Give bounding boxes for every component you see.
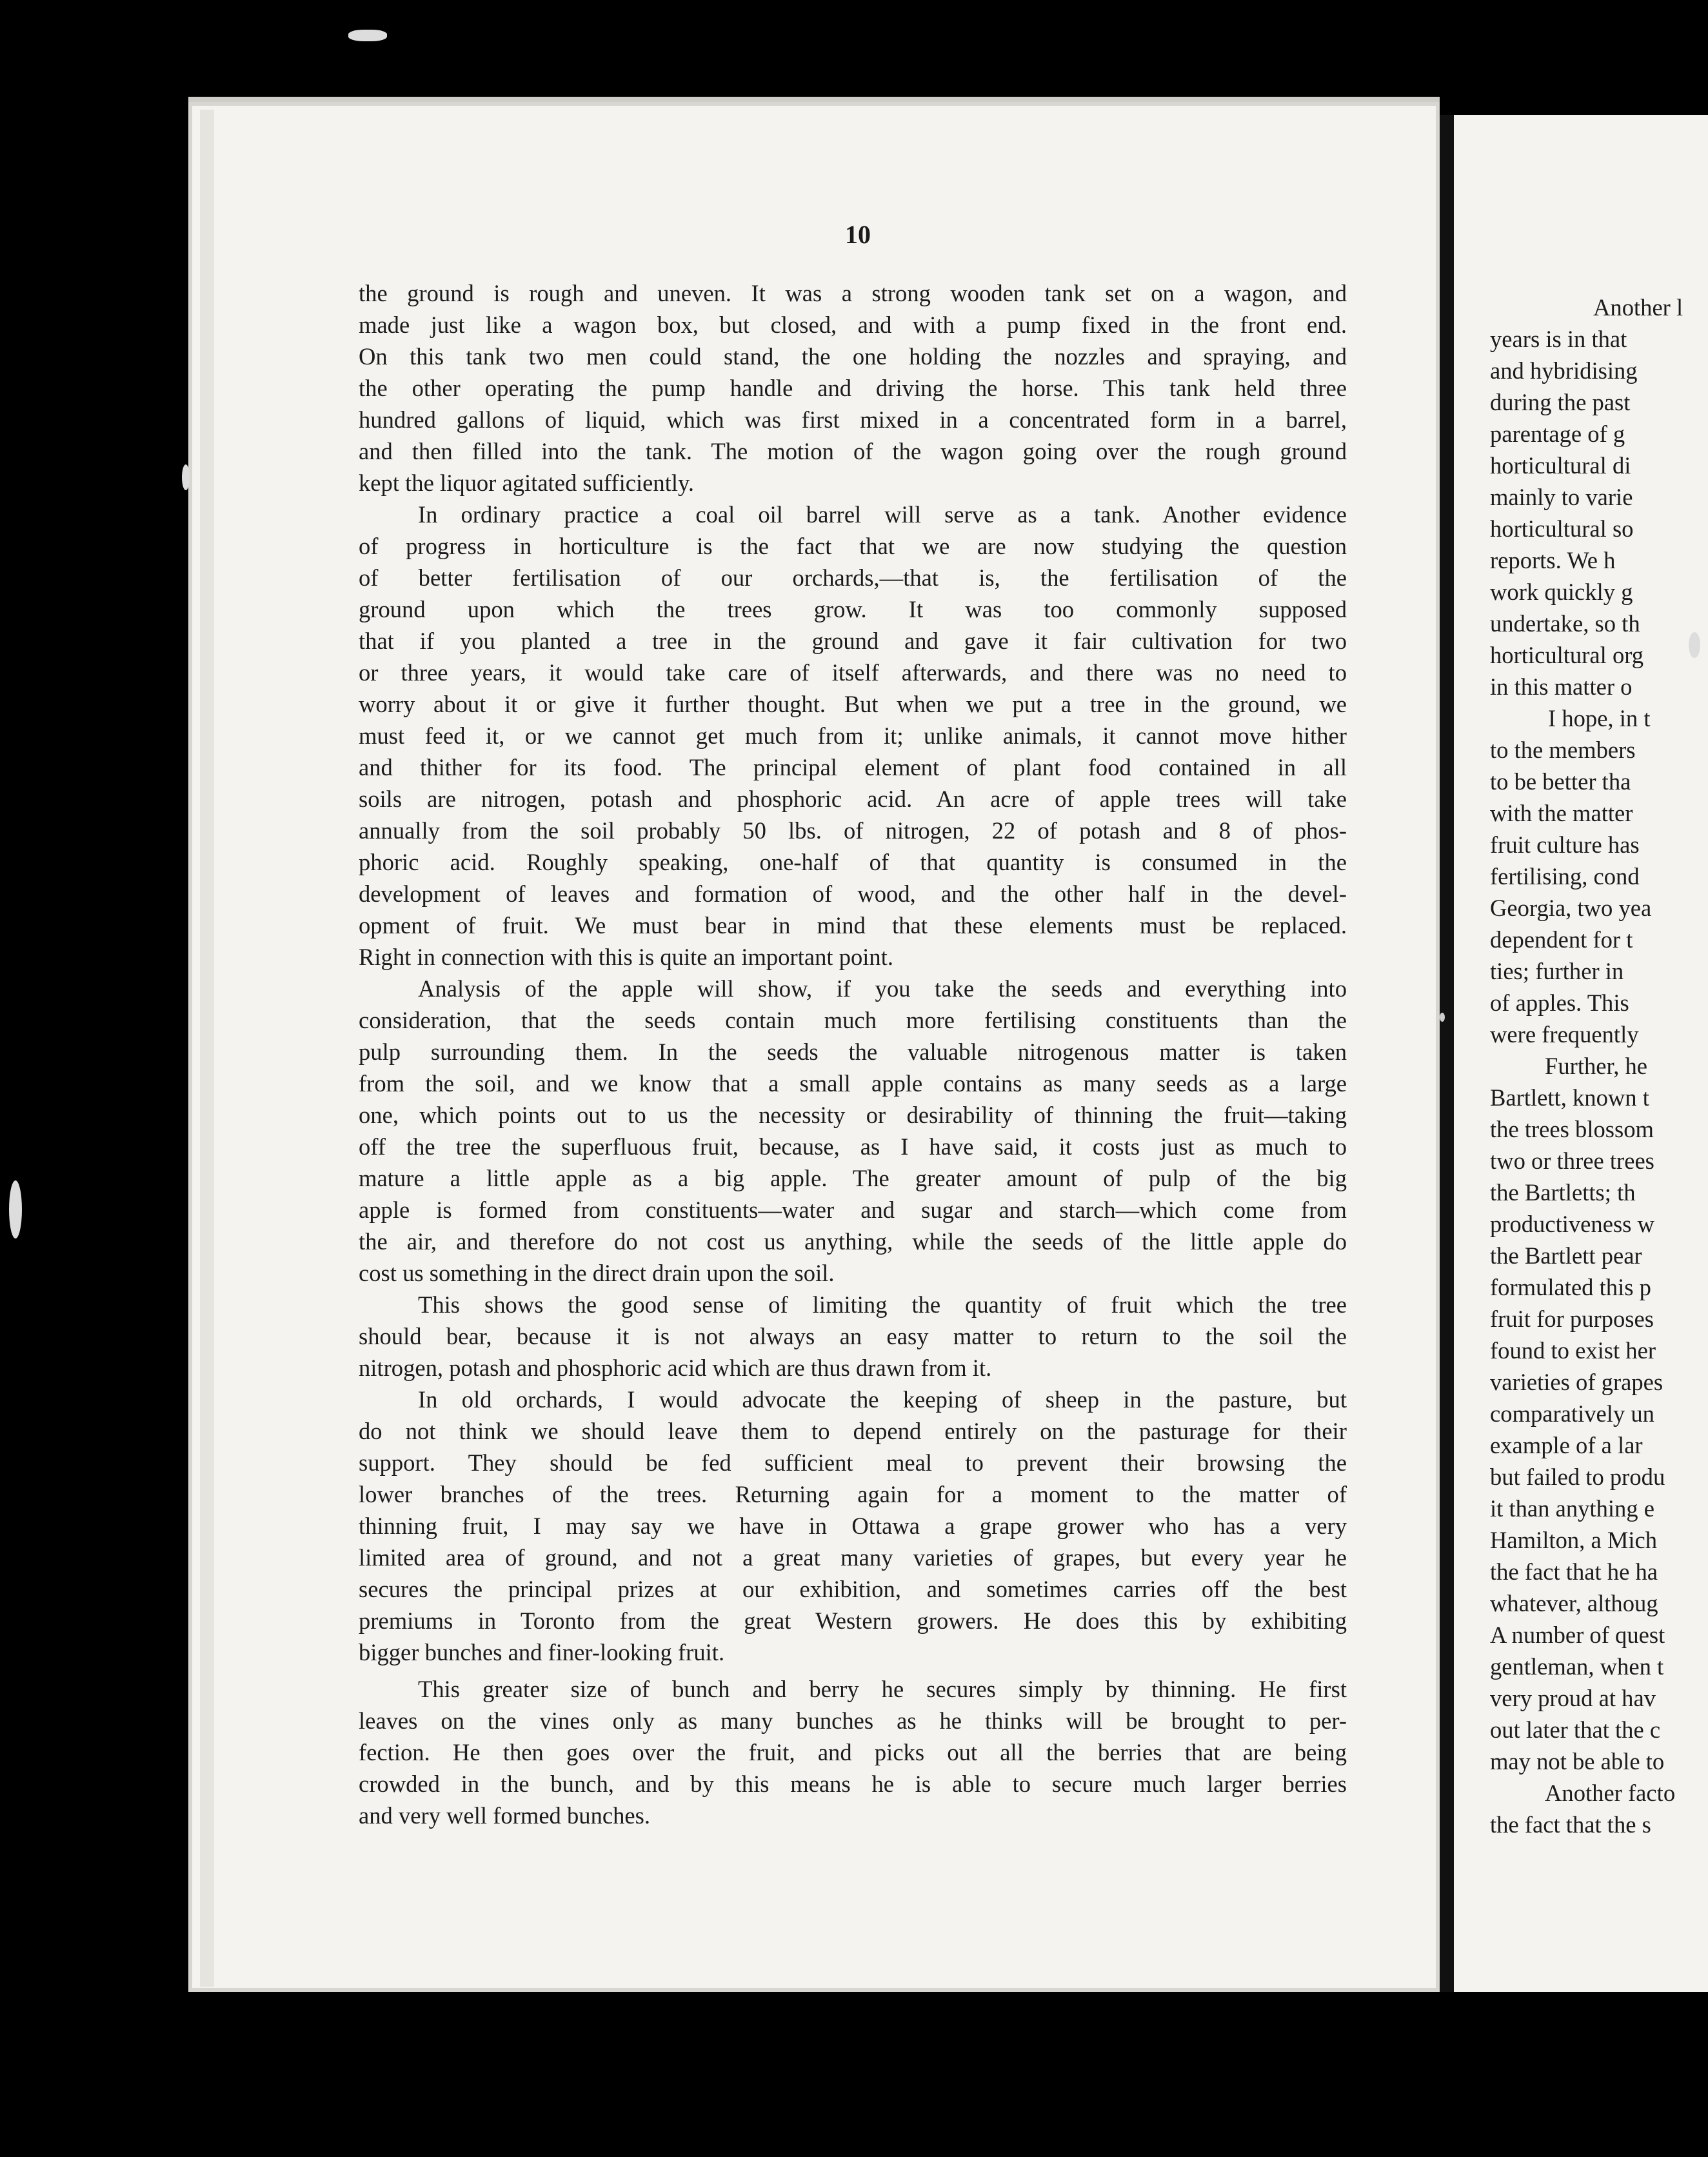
text-line: ground upon which the trees grow. It was too commonly supposed (359, 596, 1347, 622)
text-line: were frequently (1490, 1021, 1639, 1048)
text-line: consideration, that the seeds contain much more fertilising constituents than the (359, 1007, 1347, 1033)
book-gutter (1440, 115, 1454, 1992)
text-line: Bartlett, known t (1490, 1084, 1649, 1111)
text-line: out later that the c (1490, 1716, 1661, 1743)
text-line: from the soil, and we know that a small apple contains as many seeds as a large (359, 1070, 1347, 1097)
text-line: bigger bunches and finer-looking fruit. (359, 1639, 725, 1665)
text-line: phoric acid. Roughly speaking, one-half of that quantity is consumed in the (359, 849, 1347, 875)
text-line: I hope, in t (1548, 705, 1651, 731)
text-line: comparatively un (1490, 1400, 1654, 1427)
text-line: during the past (1490, 389, 1631, 415)
text-line: Right in connection with this is quite an important point. (359, 944, 894, 970)
scan-speck (182, 464, 190, 490)
text-line: fection. He then goes over the fruit, and picks out all the berries that are being (359, 1739, 1347, 1765)
scan-speck (348, 30, 387, 41)
text-line: the ground is rough and uneven. It was a strong wooden tank set on a wagon, and (359, 280, 1347, 306)
text-line: limited area of ground, and not a great many varieties of grapes, but every year he (359, 1544, 1347, 1571)
text-line: horticultural so (1490, 515, 1634, 542)
text-line: On this tank two men could stand, the one holding the nozzles and spraying, and (359, 343, 1347, 370)
text-line: to be better tha (1490, 768, 1631, 795)
page-number: 10 (845, 220, 871, 249)
text-line: the fact that he ha (1490, 1558, 1658, 1585)
paragraph-3 (359, 973, 1347, 1289)
text-line: Further, he (1545, 1053, 1648, 1079)
text-line: reports. We h (1490, 547, 1616, 573)
text-line: In ordinary practice a coal oil barrel will serve as a tank. Another evidence (418, 501, 1347, 528)
paragraph-4 (359, 1289, 1347, 1384)
text-line: the Bartletts; th (1490, 1179, 1636, 1206)
text-line: should bear, because it is not always an easy matter to return to the soil the (359, 1323, 1347, 1349)
left-page-text (359, 277, 1347, 1831)
text-line: leaves on the vines only as many bunches as he thinks will be brought to per- (359, 1707, 1347, 1734)
text-line: varieties of grapes (1490, 1369, 1663, 1395)
text-line: thinning fruit, I may say we have in Ottawa a grape grower who has a very (359, 1513, 1347, 1539)
text-line: Another l (1593, 294, 1683, 321)
text-line: the other operating the pump handle and driving the horse. This tank held three (359, 375, 1347, 401)
paragraph-5 (359, 1384, 1347, 1668)
text-line: productiveness w (1490, 1211, 1654, 1237)
scan-speck (9, 1180, 22, 1238)
text-line: soils are nitrogen, potash and phosphoric acid. An acre of apple trees will take (359, 786, 1347, 812)
text-line: apple is formed from constituents—water and sugar and starch—which come from (359, 1197, 1347, 1223)
text-line: This shows the good sense of limiting the quantity of fruit which the tree (418, 1291, 1347, 1318)
text-line: the trees blossom (1490, 1116, 1654, 1142)
text-line: the air, and therefore do not cost us anything, while the seeds of the little apple do (359, 1228, 1347, 1255)
text-line: lower branches of the trees. Returning again for a moment to the matter of (359, 1481, 1347, 1507)
text-line: do not think we should leave them to depend entirely on the pasturage for their (359, 1418, 1347, 1444)
text-line: annually from the soil probably 50 lbs. of nitrogen, 22 of potash and 8 of phos- (359, 817, 1347, 844)
text-line: ties; further in (1490, 958, 1624, 984)
text-line: of progress in horticulture is the fact that we are now studying the question (359, 533, 1347, 559)
text-line: it than anything e (1490, 1495, 1654, 1522)
text-line: work quickly g (1490, 579, 1633, 605)
text-line: opment of fruit. We must bear in mind that these elements must be replaced. (359, 912, 1347, 939)
text-line: This greater size of bunch and berry he secures simply by thinning. He first (418, 1676, 1347, 1702)
text-line: may not be able to (1490, 1748, 1665, 1774)
text-line: fruit for purposes (1490, 1306, 1654, 1332)
text-line: nitrogen, potash and phosphoric acid which are thus drawn from it. (359, 1355, 992, 1381)
text-line: example of a lar (1490, 1432, 1643, 1458)
text-line: worry about it or give it further thought. But when we put a tree in the ground, we (359, 691, 1347, 717)
left-page-binding-edge (200, 110, 214, 1987)
scan-speck (1440, 1013, 1445, 1022)
text-line: one, which points out to us the necessity or desirability of thinning the fruit—taking (359, 1102, 1347, 1128)
text-line: hundred gallons of liquid, which was first mixed in a concentrated form in a barrel, (359, 406, 1347, 433)
text-line: In old orchards, I would advocate the keeping of sheep in the pasture, but (418, 1386, 1347, 1413)
text-line: horticultural org (1490, 642, 1644, 668)
text-line: A number of quest (1490, 1622, 1665, 1648)
text-line: cost us something in the direct drain upon the soil. (359, 1260, 835, 1286)
text-line: and hybridising (1490, 357, 1638, 384)
text-line: horticultural di (1490, 452, 1631, 479)
text-line: Hamilton, a Mich (1490, 1527, 1658, 1553)
text-line: found to exist her (1490, 1337, 1656, 1364)
text-line: of apples. This (1490, 989, 1629, 1016)
paragraph-6 (359, 1673, 1347, 1831)
text-line: crowded in the bunch, and by this means he is able to secure much larger berries (359, 1771, 1347, 1797)
text-line: premiums in Toronto from the great Western growers. He does this by exhibiting (359, 1607, 1347, 1634)
text-line: and thither for its food. The principal element of plant food contained in all (359, 754, 1347, 780)
text-line: whatever, althoug (1490, 1590, 1658, 1616)
text-line: must feed it, or we cannot get much from it; unlike animals, it cannot move hither (359, 722, 1347, 749)
text-line: Another facto (1545, 1780, 1676, 1806)
text-line: with the matter (1490, 800, 1633, 826)
paragraph-2 (359, 499, 1347, 973)
text-line: of better fertilisation of our orchards,—that is, the fertilisation of the (359, 564, 1347, 591)
text-line: fertilising, cond (1490, 863, 1640, 890)
text-line: kept the liquor agitated sufficiently. (359, 470, 695, 496)
text-line: off the tree the superfluous fruit, because, as I have said, it costs just as much to (359, 1133, 1347, 1160)
text-line: formulated this p (1490, 1274, 1651, 1300)
text-line: secures the principal prizes at our exhibition, and sometimes carries off the best (359, 1576, 1347, 1602)
text-line: very proud at hav (1490, 1685, 1656, 1711)
text-line: two or three trees (1490, 1148, 1654, 1174)
text-line: undertake, so th (1490, 610, 1640, 637)
text-line: and then filled into the tank. The motion of the wagon going over the rough ground (359, 438, 1347, 464)
right-page-text (1490, 292, 1708, 1840)
text-line: fruit culture has (1490, 831, 1640, 858)
text-line: in this matter o (1490, 673, 1633, 700)
text-line: the Bartlett pear (1490, 1242, 1642, 1269)
text-line: and very well formed bunches. (359, 1802, 650, 1829)
text-line: Georgia, two yea (1490, 895, 1652, 921)
text-line: to the members (1490, 737, 1636, 763)
text-line: Analysis of the apple will show, if you take the seeds and everything into (418, 975, 1347, 1002)
text-line: made just like a wagon box, but closed, and with a pump fixed in the front end. (359, 312, 1347, 338)
text-line: the fact that the s (1490, 1811, 1651, 1838)
text-line: that if you planted a tree in the ground and gave it fair cultivation for two (359, 628, 1347, 654)
text-line: support. They should be fed sufficient meal to prevent their browsing the (359, 1449, 1347, 1476)
text-line: mainly to varie (1490, 484, 1633, 510)
text-line: pulp surrounding them. In the seeds the valuable nitrogenous matter is taken (359, 1039, 1347, 1065)
text-line: development of leaves and formation of wood, and the other half in the devel- (359, 880, 1347, 907)
text-line: or three years, it would take care of itself afterwards, and there was no need to (359, 659, 1347, 686)
text-line: dependent for t (1490, 926, 1633, 953)
text-line: but failed to produ (1490, 1464, 1665, 1490)
text-line: parentage of g (1490, 421, 1625, 447)
text-line: years is in that (1490, 326, 1627, 352)
text-line: gentleman, when t (1490, 1653, 1664, 1680)
text-line: mature a little apple as a big apple. The greater amount of pulp of the big (359, 1165, 1347, 1191)
paragraph-1 (359, 277, 1347, 499)
